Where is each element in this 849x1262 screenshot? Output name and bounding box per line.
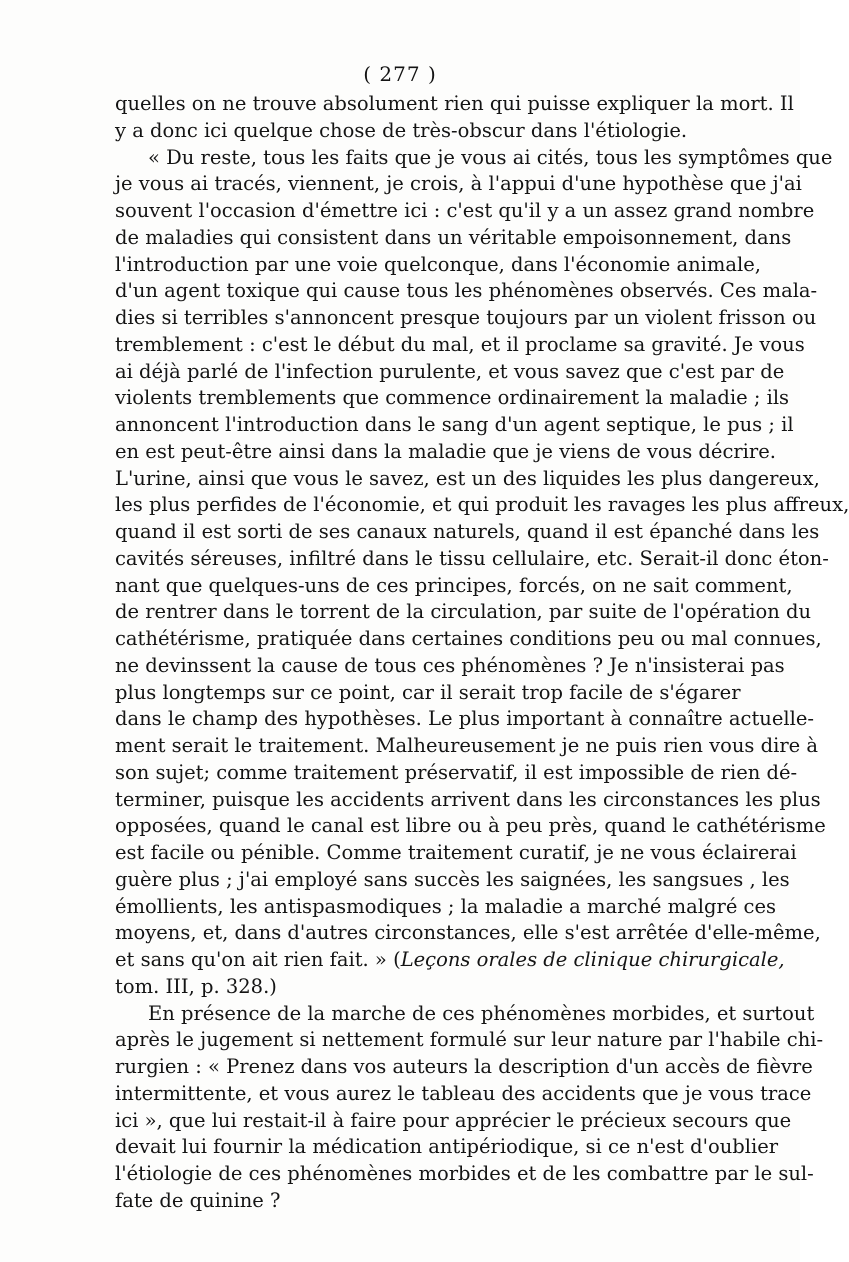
text-line-content: intermittente, et vous aurez le tableau des accidents que je vous trace: [115, 1081, 812, 1105]
text-line-content: dies si terribles s'annoncent presque toujours par un violent frisson ou: [115, 306, 817, 329]
text-line-content: annoncent l'introduction dans le sang d'un agent septique, le pus ; il: [115, 413, 794, 436]
text-line-content: est facile ou pénible. Comme traitement curatif, je ne vous éclairerai: [115, 841, 797, 864]
text-line-content: en est peut-être ainsi dans la maladie que je viens de vous décrire.: [115, 439, 776, 463]
text-line-content: je vous ai tracés, viennent, je crois, à l'appui d'une hypothèse que j'ai: [115, 172, 802, 196]
text-line-content: ici », que lui restait-il à faire pour apprécier le précieux secours que: [115, 1108, 792, 1132]
text-line-content: plus longtemps sur ce point, car il serait trop facile de s'égarer: [115, 680, 741, 704]
text-line-content: L'urine, ainsi que vous le savez, est un des liquides les plus dangereux,: [115, 466, 820, 490]
text-line-content: nant que quelques-uns de ces principes, forcés, on ne sait comment,: [115, 573, 793, 597]
text-line-content: ne devinssent la cause de tous ces phénomènes ? Je n'insisterai pas: [115, 653, 785, 677]
text-line-content: d'un agent toxique qui cause tous les phénomènes observés. Ces mala-: [115, 279, 818, 303]
text-line-content: guère plus ; j'ai employé sans succès les saignées, les sangsues , les: [115, 867, 790, 891]
text-line-content: fate de quinine ?: [115, 1188, 281, 1212]
text-line-content: « Du reste, tous les faits que je vous ai cités, tous les symptômes que: [148, 145, 833, 169]
text-line-content: cathétérisme, pratiquée dans certaines conditions peu ou mal connues,: [115, 627, 822, 650]
text-line-content: En présence de la marche de ces phénomènes morbides, et surtout: [148, 1001, 815, 1025]
page-number: ( 277 ): [363, 62, 437, 86]
text-line-content: moyens, et, dans d'autres circonstances, elle s'est arrêtée d'elle-même,: [115, 921, 821, 945]
text-line-content: devait lui fournir la médication antipériodique, si ce n'est d'oublier: [115, 1135, 779, 1159]
text-line-content: ment serait le traitement. Malheureusement je ne puis rien vous dire à: [115, 734, 819, 757]
text-line-content: son sujet; comme traitement préservatif, il est impossible de rien dé-: [115, 760, 798, 784]
text-line-content: rurgien : « Prenez dans vos auteurs la description d'un accès de fièvre: [115, 1055, 813, 1078]
text-line-content: opposées, quand le canal est libre ou à peu près, quand le cathétérisme: [115, 814, 826, 838]
text-line-content: terminer, puisque les accidents arrivent dans les circonstances les plus: [115, 787, 821, 811]
text-line-content: l'étiologie de ces phénomènes morbides et de les combattre par le sul-: [115, 1162, 814, 1185]
text-line-content: ai déjà parlé de l'infection purulente, et vous savez que c'est par de: [115, 359, 785, 383]
text-line-content: les plus perfides de l'économie, et qui produit les ravages les plus affreux,: [115, 493, 849, 517]
text-line-content: violents tremblements que commence ordinairement la maladie ; ils: [115, 386, 790, 410]
text-line-content: après le jugement si nettement formulé sur leur nature par l'habile chi-: [115, 1028, 824, 1052]
text-line-content: tremblement : c'est le début du mal, et il proclame sa gravité. Je vous: [115, 332, 805, 356]
text-line-content: cavités séreuses, infiltré dans le tissu cellulaire, etc. Serait-il donc éton-: [115, 546, 829, 570]
text-line-content: y a donc ici quelque chose de très-obscur dans l'étiologie.: [115, 118, 688, 142]
text-line-content: tom. III, p. 328.): [115, 974, 277, 998]
text-line-content: émollients, les antispasmodiques ; la maladie a marché malgré ces: [115, 894, 777, 918]
citation-title: Leçons orales de clinique chirurgicale,: [400, 948, 785, 971]
text-line-content: et sans qu'on ait rien fait. » (: [115, 948, 401, 971]
text-line-content: quand il est sorti de ses canaux naturels, quand il est épanché dans les: [115, 520, 820, 543]
text-line: [115, 1185, 683, 1217]
text-line-content: de rentrer dans le torrent de la circulation, par suite de l'opération du: [115, 600, 812, 624]
text-line-content: l'introduction par une voie quelconque, dans l'économie animale,: [115, 252, 762, 276]
text-line-content: souvent l'occasion d'émettre ici : c'est qu'il y a un assez grand nombre: [115, 199, 815, 222]
text-line-content: dans le champ des hypothèses. Le plus important à connaître actuelle-: [115, 707, 814, 731]
text-line-content: quelles on ne trouve absolument rien qui puisse expliquer la mort. Il: [115, 92, 794, 115]
text-line-content: de maladies qui consistent dans un véritable empoisonnement, dans: [115, 225, 792, 249]
